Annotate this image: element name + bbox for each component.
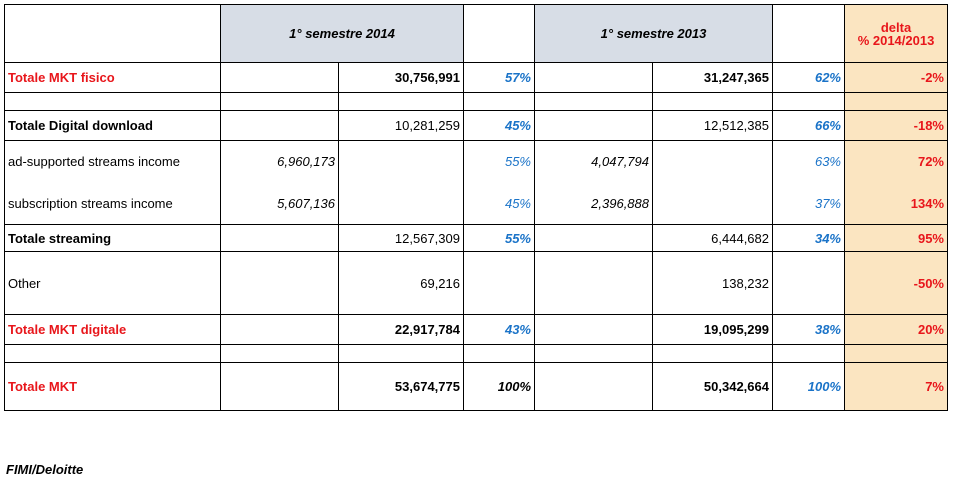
row-label: ad-supported streams income	[5, 141, 221, 183]
empty-cell	[535, 63, 653, 93]
empty-cell	[535, 111, 653, 141]
pct-2014: 57%	[464, 63, 535, 93]
total-2013: 50,342,664	[653, 363, 773, 411]
period-2013-header: 1° semestre 2013	[535, 5, 773, 63]
total-2014: 22,917,784	[339, 315, 464, 345]
delta-value: -18%	[845, 111, 948, 141]
sub-2013: 2,396,888	[535, 183, 653, 225]
period-2014-header: 1° semestre 2014	[221, 5, 464, 63]
row-label: Totale MKT	[5, 363, 221, 411]
spacer-row	[5, 345, 948, 363]
empty-cell	[339, 141, 464, 183]
pct-2013: 63%	[773, 141, 845, 183]
table-row	[5, 315, 948, 345]
pct-2014: 55%	[464, 225, 535, 252]
total-2014: 53,674,775	[339, 363, 464, 411]
pct-2013: 37%	[773, 183, 845, 225]
pct-2014: 43%	[464, 315, 535, 345]
header-empty-cell	[773, 5, 845, 63]
row-label: Totale MKT fisico	[5, 63, 221, 93]
pct-2013: 66%	[773, 111, 845, 141]
empty-cell	[653, 141, 773, 183]
delta-header	[845, 5, 948, 63]
empty-cell	[535, 225, 653, 252]
total-2014: 30,756,991	[339, 63, 464, 93]
table-row	[5, 63, 948, 93]
row-label: Totale streaming	[5, 225, 221, 252]
empty-cell	[535, 363, 653, 411]
delta-value: -50%	[845, 252, 948, 315]
table-row	[5, 183, 948, 225]
spacer-row	[5, 93, 948, 111]
delta-value: 134%	[845, 183, 948, 225]
empty-cell	[221, 363, 339, 411]
empty-cell	[221, 225, 339, 252]
delta-header-title: delta	[880, 19, 912, 35]
empty-cell	[221, 315, 339, 345]
row-label: Other	[5, 252, 221, 315]
empty-cell	[221, 63, 339, 93]
empty-cell	[464, 252, 535, 315]
pct-2014: 45%	[464, 183, 535, 225]
header-empty-cell	[464, 5, 535, 63]
empty-cell	[339, 183, 464, 225]
sub-2014: 6,960,173	[221, 141, 339, 183]
total-2013: 31,247,365	[653, 63, 773, 93]
empty-cell	[773, 252, 845, 315]
table-row	[5, 111, 948, 141]
pct-2013: 62%	[773, 63, 845, 93]
pct-2013: 38%	[773, 315, 845, 345]
total-2013: 12,512,385	[653, 111, 773, 141]
sub-2013: 4,047,794	[535, 141, 653, 183]
source-note: FIMI/Deloitte	[6, 462, 84, 477]
empty-cell	[653, 183, 773, 225]
empty-cell	[221, 252, 339, 315]
table-row	[5, 252, 948, 315]
pct-2013: 34%	[773, 225, 845, 252]
market-table	[4, 4, 948, 411]
total-2014: 12,567,309	[339, 225, 464, 252]
delta-value: 20%	[845, 315, 948, 345]
sub-2014: 5,607,136	[221, 183, 339, 225]
pct-2014: 55%	[464, 141, 535, 183]
pct-2014: 100%	[464, 363, 535, 411]
empty-cell	[221, 111, 339, 141]
total-2013: 6,444,682	[653, 225, 773, 252]
table-row	[5, 141, 948, 183]
header-row	[5, 5, 948, 63]
pct-2014: 45%	[464, 111, 535, 141]
header-empty-cell	[5, 5, 221, 63]
table-row	[5, 363, 948, 411]
pct-2013: 100%	[773, 363, 845, 411]
empty-cell	[535, 315, 653, 345]
total-2013: 138,232	[653, 252, 773, 315]
total-2013: 19,095,299	[653, 315, 773, 345]
table-row	[5, 225, 948, 252]
total-2014: 10,281,259	[339, 111, 464, 141]
row-label: subscription streams income	[5, 183, 221, 225]
total-2014: 69,216	[339, 252, 464, 315]
row-label: Totale Digital download	[5, 111, 221, 141]
delta-value: -2%	[845, 63, 948, 93]
empty-cell	[535, 252, 653, 315]
delta-value: 72%	[845, 141, 948, 183]
delta-header-sub: % 2014/2013	[857, 32, 935, 48]
row-label: Totale MKT digitale	[5, 315, 221, 345]
delta-value: 7%	[845, 363, 948, 411]
delta-value: 95%	[845, 225, 948, 252]
